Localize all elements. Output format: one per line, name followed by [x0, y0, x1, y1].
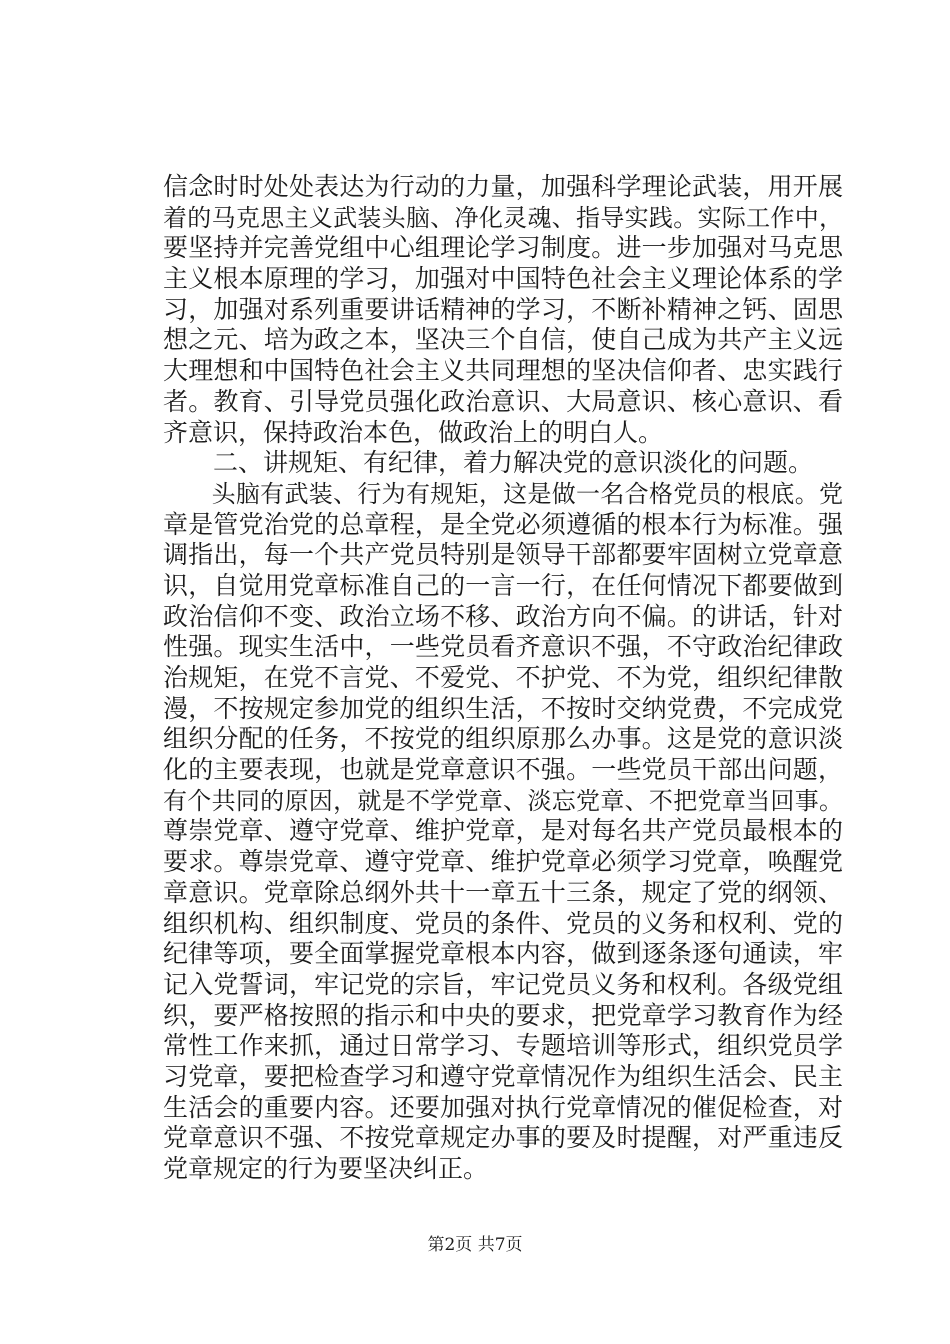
text-line: 纪律等项，要全面掌握党章根本内容，做到逐条逐句通读，牢 — [163, 939, 843, 969]
text-line: 记入党誓词，牢记党的宗旨，牢记党员义务和权利。各级党组 — [163, 969, 843, 999]
text-line: 调指出，每一个共产党员特别是领导干部都要牢固树立党章意 — [163, 540, 843, 570]
text-line: 组织分配的任务，不按党的组织原那么办事。这是党的意识淡 — [163, 724, 843, 754]
text-line: 组织机构、组织制度、党员的条件、党员的义务和权利、党的 — [163, 908, 843, 938]
text-line: 漫，不按规定参加党的组织生活，不按时交纳党费，不完成党 — [163, 693, 843, 723]
text-line: 政治信仰不变、政治立场不移、政治方向不偏。的讲话，针对 — [163, 601, 843, 631]
text-line: 齐意识，保持政治本色，做政治上的明白人。 — [163, 417, 664, 447]
text-line: 党章意识不强、不按党章规定办事的要及时提醒，对严重违反 — [163, 1123, 843, 1153]
text-line: 化的主要表现，也就是党章意识不强。一些党员干部出问题， — [163, 755, 843, 785]
text-line: 习党章，要把检查学习和遵守党章情况作为组织生活会、民主 — [163, 1061, 843, 1091]
text-line: 章意识。党章除总纲外共十一章五十三条，规定了党的纲领、 — [163, 877, 843, 907]
text-line: 要坚持并完善党组中心组理论学习制度。进一步加强对马克思 — [163, 233, 843, 263]
text-line: 识，自觉用党章标准自己的一言一行，在任何情况下都要做到 — [163, 570, 843, 600]
text-line: 有个共同的原因，就是不学党章、淡忘党章、不把党章当回事。 — [163, 786, 843, 815]
text-line: 治规矩，在党不言党、不爱党、不护党、不为党，组织纪律散 — [163, 663, 843, 692]
text-line: 想之元、培为政之本，坚决三个自信，使自己成为共产主义远 — [163, 325, 843, 355]
text-line: 着的马克思主义武装头脑、净化灵魂、指导实践。实际工作中， — [163, 203, 843, 232]
text-line: 习，加强对系列重要讲话精神的学习，不断补精神之钙、固思 — [163, 294, 843, 324]
text-line: 尊崇党章、遵守党章、维护党章，是对每名共产党员最根本的 — [163, 816, 843, 846]
text-line: 织，要严格按照的指示和中央的要求，把党章学习教育作为经 — [163, 1000, 843, 1030]
text-line: 章是管党治党的总章程，是全党必须遵循的根本行为标准。强 — [163, 509, 843, 539]
text-line: 头脑有武装、行为有规矩，这是做一名合格党员的根底。党 — [163, 479, 843, 508]
text-line: 二、讲规矩、有纪律，着力解决党的意识淡化的问题。 — [163, 448, 814, 478]
text-line: 常性工作来抓，通过日常学习、专题培训等形式，组织党员学 — [163, 1031, 843, 1061]
text-line: 大理想和中国特色社会主义共同理想的坚决信仰者、忠实践行 — [163, 356, 843, 386]
text-line: 性强。现实生活中，一些党员看齐意识不强，不守政治纪律政 — [163, 632, 843, 662]
document-body — [163, 172, 843, 1185]
text-line: 者。教育、引导党员强化政治意识、大局意识、核心意识、看 — [163, 386, 843, 416]
page-number-footer: 第2页 共7页 — [427, 1235, 523, 1255]
text-line: 要求。尊崇党章、遵守党章、维护党章必须学习党章，唤醒党 — [163, 847, 843, 877]
text-line: 主义根本原理的学习，加强对中国特色社会主义理论体系的学 — [163, 264, 843, 294]
text-line: 信念时时处处表达为行动的力量，加强科学理论武装，用开展 — [163, 172, 843, 201]
text-line: 生活会的重要内容。还要加强对执行党章情况的催促检查，对 — [163, 1092, 843, 1122]
text-line: 党章规定的行为要坚决纠正。 — [163, 1154, 489, 1183]
